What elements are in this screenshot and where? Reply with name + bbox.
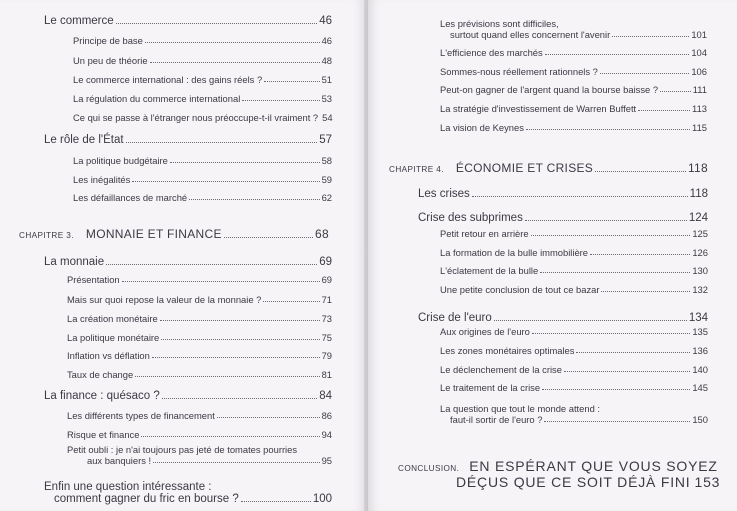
leader-dots <box>590 253 690 255</box>
toc-entry-title: Aux origines de l'euro <box>440 326 530 337</box>
toc-entry <box>73 55 332 66</box>
toc-entry-page: 51 <box>321 74 332 85</box>
chapter-4-heading <box>389 161 708 175</box>
toc-entry-page: 130 <box>692 265 708 276</box>
toc-entry-title: Les zones monétaires optimales <box>440 345 575 356</box>
toc-entry-page: 69 <box>321 274 332 285</box>
toc-entry <box>440 247 708 258</box>
chapter-4-page: 118 <box>687 161 708 175</box>
toc-entry-page: 125 <box>692 228 708 239</box>
toc-entry <box>73 112 332 123</box>
leader-dots <box>526 128 690 130</box>
toc-entry-title: La formation de la bulle immobilière <box>440 247 588 258</box>
toc-entry-page: 79 <box>321 350 332 361</box>
chapter-4-label: CHAPITRE 4. <box>389 165 444 174</box>
toc-entry <box>440 103 707 114</box>
toc-entry-title: La régulation du commerce international <box>73 93 241 104</box>
toc-entry <box>440 364 708 375</box>
toc-entry <box>67 429 332 440</box>
toc-entry <box>418 188 708 200</box>
toc-entry-title: Les inégalités <box>73 174 131 185</box>
leader-dots <box>660 90 691 92</box>
leader-dots <box>542 388 690 390</box>
toc-entry-page: 101 <box>691 29 707 40</box>
toc-entry-page: 111 <box>692 84 707 95</box>
toc-entry-page: 145 <box>692 382 708 393</box>
toc-entry-page: 115 <box>692 122 707 133</box>
toc-entry <box>440 228 708 239</box>
toc-entry <box>440 382 708 393</box>
toc-entry-line1: Les prévisions sont difficiles, <box>440 18 559 29</box>
toc-entry-title: Inflation vs déflation <box>67 350 150 361</box>
leader-dots <box>116 22 318 24</box>
toc-entry <box>440 284 708 295</box>
toc-entry-page: 71 <box>321 294 332 305</box>
leader-dots <box>161 338 319 340</box>
toc-entry-title: Le rôle de l'État <box>44 134 124 146</box>
toc-entry-line2: comment gagner du fric en bourse ? <box>54 493 239 505</box>
chapter-3-heading <box>19 227 329 241</box>
leader-dots <box>170 161 320 163</box>
toc-entry <box>73 174 332 185</box>
leader-dots <box>544 421 690 422</box>
toc-entry <box>67 410 332 421</box>
leader-dots <box>217 416 320 418</box>
toc-entry <box>67 332 332 343</box>
chapter-3-page: 68 <box>315 227 329 241</box>
chapter-3-label: CHAPITRE 3. <box>19 231 74 240</box>
toc-entry-title: Sommes-nous réellement rationnels ? <box>440 66 598 77</box>
leader-dots <box>145 41 320 43</box>
conclusion-title-line1: EN ESPÉRANT QUE VOUS SOYEZ <box>469 458 718 474</box>
leader-dots <box>601 290 690 292</box>
toc-entry-multiline <box>440 18 707 40</box>
toc-entry-title: Le déclenchement de la crise <box>440 364 562 375</box>
toc-entry <box>67 294 332 305</box>
toc-entry <box>67 274 332 285</box>
leader-dots <box>132 180 319 182</box>
leader-dots <box>545 53 690 55</box>
toc-entry-page: 75 <box>321 332 332 343</box>
leader-dots <box>595 170 686 172</box>
toc-entry-title: Principe de base <box>73 35 143 46</box>
toc-entry-page: 46 <box>321 35 332 46</box>
leader-dots <box>264 80 319 82</box>
toc-entry-page: 95 <box>321 455 332 466</box>
toc-entry-title: Une petite conclusion de tout ce bazar <box>440 284 600 295</box>
toc-entry-page: 118 <box>689 188 708 200</box>
leader-dots <box>531 234 691 236</box>
chapter-4-title: ÉCONOMIE ET CRISES <box>455 161 594 175</box>
toc-entry <box>418 212 708 224</box>
toc-entry-title: Un peu de théorie <box>73 55 148 66</box>
toc-entry-page: 106 <box>691 66 707 77</box>
toc-entry-multiline <box>44 481 332 505</box>
toc-entry-page: 136 <box>692 345 708 356</box>
toc-entry-page: 53 <box>321 93 332 104</box>
leader-dots <box>241 501 311 502</box>
leader-dots <box>612 36 689 37</box>
toc-entry-title: Les défaillances de marché <box>73 192 188 203</box>
toc-entry-page: 150 <box>692 414 708 425</box>
leader-dots <box>564 370 690 372</box>
toc-entry <box>440 265 708 276</box>
toc-entry-title: La finance : quésaco ? <box>44 390 160 402</box>
toc-entry <box>44 256 332 268</box>
toc-entry-page: 104 <box>691 47 707 58</box>
toc-entry <box>440 66 707 77</box>
toc-entry <box>440 326 708 337</box>
toc-entry-page: 57 <box>319 134 332 146</box>
leader-dots <box>150 61 320 63</box>
leader-dots <box>532 332 690 334</box>
toc-entry-page: 59 <box>321 174 332 185</box>
toc-entry <box>73 35 332 46</box>
toc-entry-title: Taux de change <box>67 369 134 380</box>
toc-entry <box>73 93 332 104</box>
leader-dots <box>152 356 320 358</box>
toc-entry <box>440 47 707 58</box>
toc-entry-line1: Petit oubli : je n'ai toujours pas jeté de tomates pourries <box>67 444 298 455</box>
leader-dots <box>160 319 320 321</box>
leader-dots <box>540 271 690 273</box>
toc-entry <box>67 350 332 361</box>
leader-dots <box>153 462 319 463</box>
toc-entry-title: La politique budgétaire <box>73 155 168 166</box>
toc-entry-page: 48 <box>321 55 332 66</box>
leader-dots <box>126 141 318 143</box>
toc-entry <box>440 84 707 95</box>
toc-entry <box>44 15 332 27</box>
leader-dots <box>106 263 317 265</box>
leader-dots <box>600 72 689 74</box>
toc-entry <box>67 313 332 324</box>
leader-dots <box>576 351 690 353</box>
toc-entry-line1: La question que tout le monde attend : <box>440 403 601 414</box>
conclusion-page: 153 <box>694 474 721 490</box>
toc-entry-title: Risque et finance <box>67 429 140 440</box>
toc-entry-title: Ce qui se passe à l'étranger nous préoccupe-t-il vraiment ? <box>73 112 319 123</box>
leader-dots <box>224 236 313 238</box>
conclusion-heading <box>398 458 721 490</box>
toc-entry-page: 113 <box>692 103 707 114</box>
toc-entry <box>44 390 332 402</box>
toc-entry-title: Petit retour en arrière <box>440 228 529 239</box>
toc-entry <box>73 192 332 203</box>
toc-entry-title: Le traitement de la crise <box>440 382 541 393</box>
conclusion-title-line2: DÉÇUS QUE CE SOIT DÉJÀ FINI <box>456 474 691 490</box>
toc-entry-title: Les différents types de financement <box>67 410 215 421</box>
toc-entry-title: Crise de l'euro <box>418 312 492 324</box>
toc-entry-title: Présentation <box>67 274 120 285</box>
toc-entry-page: 135 <box>692 326 708 337</box>
toc-entry-line2: aux banquiers ! <box>87 455 152 466</box>
toc-entry-title: La création monétaire <box>67 313 158 324</box>
toc-entry <box>73 74 332 85</box>
toc-entry-page: 58 <box>321 155 332 166</box>
leader-dots <box>472 195 688 197</box>
leader-dots <box>122 280 320 282</box>
toc-entry-title: La politique monétaire <box>67 332 160 343</box>
leader-dots <box>141 435 319 437</box>
left-page <box>0 0 366 511</box>
toc-entry-page: 100 <box>312 493 332 505</box>
leader-dots <box>494 319 687 321</box>
toc-entry-line2: faut-il sortir de l'euro ? <box>450 414 543 425</box>
toc-entry-page: 124 <box>688 212 708 224</box>
toc-entry-page: 54 <box>322 112 333 123</box>
leader-dots <box>242 99 319 101</box>
toc-entry-page: 132 <box>692 284 708 295</box>
toc-entry-page: 140 <box>692 364 708 375</box>
toc-entry-title: Crise des subprimes <box>418 212 523 224</box>
toc-entry-sortir-euro <box>440 403 708 425</box>
toc-entry-title: La stratégie d'investissement de Warren Buffett <box>440 103 637 114</box>
toc-entry-page: 62 <box>321 192 332 203</box>
toc-entry-page: 73 <box>321 313 332 324</box>
toc-entry-page: 69 <box>319 256 332 268</box>
leader-dots <box>638 109 690 111</box>
leader-dots <box>263 300 319 302</box>
toc-entry-title: Mais sur quoi repose la valeur de la monnaie ? <box>67 294 262 305</box>
conclusion-label: CONCLUSION. <box>398 464 460 473</box>
toc-entry-page: 86 <box>321 410 332 421</box>
leader-dots <box>189 198 319 200</box>
toc-entry <box>67 369 332 380</box>
toc-entry-line1: Enfin une question intéressante : <box>44 481 212 493</box>
toc-entry <box>44 134 332 146</box>
toc-entry-title: Le commerce <box>44 15 114 27</box>
leader-dots <box>525 219 687 221</box>
toc-entry-title: La monnaie <box>44 256 105 268</box>
toc-entry-title: L'efficience des marchés <box>440 47 543 58</box>
toc-entry-page: 46 <box>319 15 332 27</box>
toc-entry-page: 94 <box>321 429 332 440</box>
toc-entry-page: 126 <box>692 247 708 258</box>
leader-dots <box>135 375 319 377</box>
toc-entry-multiline <box>67 444 332 466</box>
chapter-3-title: MONNAIE ET FINANCE <box>85 227 222 241</box>
toc-entry <box>440 122 707 133</box>
toc-entry-line2: surtout quand elles concernent l'avenir <box>450 29 611 40</box>
toc-entry-title: L'éclatement de la bulle <box>440 265 539 276</box>
leader-dots <box>162 397 317 399</box>
toc-entry <box>73 155 332 166</box>
toc-entry-page: 84 <box>319 390 332 402</box>
toc-entry-title: Les crises <box>418 188 470 200</box>
toc-entry-page: 134 <box>688 312 708 324</box>
toc-entry <box>418 312 708 324</box>
toc-entry <box>440 345 708 356</box>
toc-entry-title: Peut-on gagner de l'argent quand la bourse baisse ? <box>440 84 659 95</box>
toc-entry-title: La vision de Keynes <box>440 122 524 133</box>
toc-entry-title: Le commerce international : des gains réels ? <box>73 74 263 85</box>
toc-entry-page: 81 <box>321 369 332 380</box>
